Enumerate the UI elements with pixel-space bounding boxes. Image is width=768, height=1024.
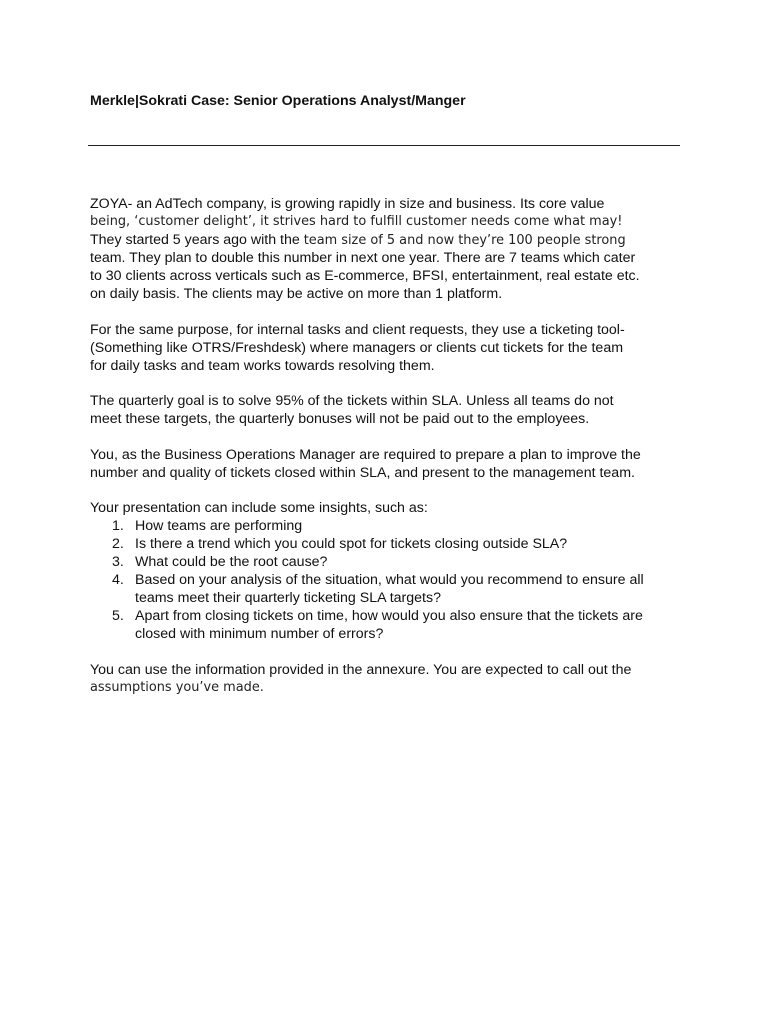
- paragraph-annexure: [90, 661, 690, 697]
- paragraph-line: You can use the information provided in the annexure. You are expected to call out the: [90, 661, 632, 678]
- horizontal-rule: [88, 145, 680, 146]
- document-title: Merkle|Sokrati Case: Senior Operations Analyst/Manger: [90, 93, 466, 109]
- paragraph-line: [90, 231, 690, 249]
- list-item: [90, 517, 690, 535]
- paragraph-line: assumptions you’ve made.: [90, 679, 264, 695]
- paragraph-ticketing: [90, 321, 690, 375]
- list-item-text: Based on your analysis of the situation, what would you recommend to ensure all: [135, 572, 644, 588]
- list-item-text: Apart from closing tickets on time, how would you also ensure that the tickets are: [135, 608, 643, 624]
- list-item: [90, 553, 690, 571]
- list-number: 2.: [112, 536, 124, 552]
- paragraph-line: for daily tasks and team works towards resolving them.: [90, 357, 435, 374]
- paragraph-line: being, ‘customer delight’, it strives hard to fulfill customer needs come what may!: [90, 214, 623, 229]
- paragraph-line: You, as the Business Operations Manager are required to prepare a plan to improve the: [90, 446, 641, 463]
- paragraph-goal: [90, 392, 690, 428]
- list-item: [90, 607, 690, 643]
- insights-list: [90, 517, 690, 643]
- paragraph-task: [90, 446, 690, 482]
- list-number: 3.: [112, 554, 124, 570]
- paragraph-line: Your presentation can include some insights, such as:: [90, 500, 428, 516]
- paragraph-line: ZOYA- an AdTech company, is growing rapidly in size and business. Its core value: [90, 196, 605, 212]
- list-item: [90, 571, 690, 607]
- list-number: 5.: [112, 608, 124, 624]
- list-item: [90, 535, 690, 553]
- list-number: 4.: [112, 572, 124, 588]
- list-number: 1.: [112, 518, 124, 534]
- paragraph-insights: [90, 499, 690, 643]
- list-item-text: What could be the root cause?: [135, 554, 328, 570]
- paragraph-line: on daily basis. The clients may be active on more than 1 platform.: [90, 286, 503, 302]
- list-item-text: closed with minimum number of errors?: [135, 626, 384, 642]
- paragraph-intro: [90, 195, 690, 303]
- paragraph-line: (Something like OTRS/Freshdesk) where managers or clients cut tickets for the team: [90, 339, 624, 356]
- paragraph-line: For the same purpose, for internal tasks and client requests, they use a ticketing tool-: [90, 321, 625, 338]
- paragraph-line: The quarterly goal is to solve 95% of the tickets within SLA. Unless all teams do not: [90, 393, 614, 409]
- paragraph-line: team. They plan to double this number in next one year. There are 7 teams which cater: [90, 250, 636, 266]
- list-item-text: Is there a trend which you could spot for tickets closing outside SLA?: [135, 536, 568, 552]
- list-item-text: How teams are performing: [135, 518, 303, 534]
- paragraph-line: number and quality of tickets closed within SLA, and present to the management team.: [90, 464, 635, 481]
- text-run: They started 5 years ago with the: [90, 232, 304, 248]
- list-item-text: teams meet their quarterly ticketing SLA targets?: [135, 590, 441, 606]
- paragraph-line: meet these targets, the quarterly bonuses will not be paid out to the employees.: [90, 411, 590, 427]
- document-body: [90, 195, 690, 697]
- text-run: team size of 5 and now they’re 100 people strong: [303, 233, 626, 248]
- paragraph-line: to 30 clients across verticals such as E-commerce, BFSI, entertainment, real estate etc.: [90, 268, 640, 284]
